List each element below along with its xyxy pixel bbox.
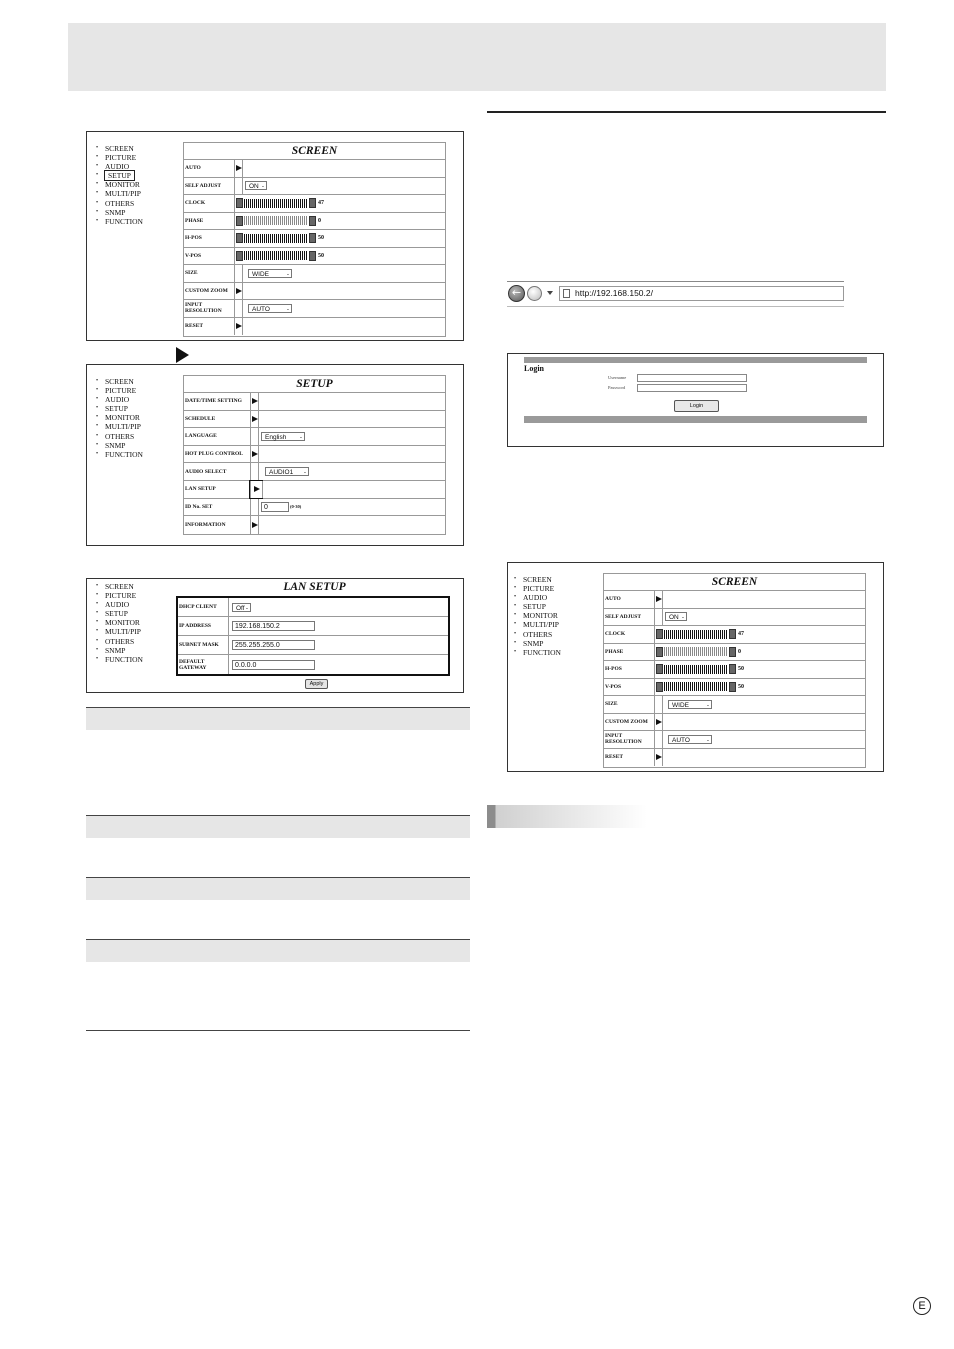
menu-item-audio[interactable]: • AUDIO [95,162,143,171]
hpos-value: 50 [318,235,324,242]
slider-track[interactable] [664,665,728,674]
left-menu [95,582,143,664]
input-resolution-label-line2: RESOLUTION [605,739,642,746]
slider-plus-icon[interactable] [309,233,316,243]
size-label: SIZE [185,270,198,277]
page-icon [563,289,570,298]
step-arrow-icon [176,347,189,363]
size-label: SIZE [605,701,618,708]
slider-track[interactable] [244,216,308,225]
auto-label: AUTO [185,165,201,172]
custom-zoom-label: CUSTOM ZOOM [605,718,648,725]
menu-item-multipip[interactable]: • MULTI/PIP [95,189,143,198]
login-button[interactable]: Login [674,400,719,412]
screen-after-login-screenshot [507,562,884,772]
phase-value: 0 [738,648,741,655]
id-no-set-label: ID No. SET [185,503,213,510]
self-adjust-label: SELF ADJUST [185,182,222,189]
clock-label: CLOCK [605,631,626,638]
phase-slider[interactable] [236,216,321,226]
id-range-hint: (0-30) [290,504,302,510]
panel-title: SCREEN [604,574,865,591]
menu-item-picture[interactable]: • PICTURE [95,386,143,395]
vpos-value: 50 [738,683,744,690]
slider-plus-icon[interactable] [309,216,316,226]
slider-track[interactable] [244,234,308,243]
size-select[interactable]: WIDE - [668,700,712,709]
vpos-slider[interactable] [236,251,324,261]
date-time-arrow-icon[interactable] [252,398,258,404]
menu-item-picture[interactable]: • PICTURE [513,584,561,593]
left-menu [95,377,143,459]
menu-item-function[interactable]: • FUNCTION [95,217,143,226]
history-dropdown-icon[interactable] [547,291,553,295]
slider-minus-icon[interactable] [656,664,663,674]
hpos-slider[interactable] [656,664,744,674]
custom-zoom-arrow-icon[interactable] [236,288,242,294]
hpos-value: 50 [738,666,744,673]
clock-slider[interactable] [656,629,744,639]
phase-value: 0 [318,217,321,224]
input-resolution-label [604,733,654,745]
slider-plus-icon[interactable] [729,629,736,639]
date-time-label: DATE/TIME SETTING [185,398,242,405]
menu-item-multipip[interactable]: • MULTI/PIP [95,627,143,636]
menu-item-setup[interactable] [95,171,143,180]
information-label: INFORMATION [185,521,226,528]
clock-label: CLOCK [185,200,206,207]
hot-plug-arrow-icon[interactable] [252,451,258,457]
dhcp-label: DHCP CLIENT [179,604,217,610]
menu-item-picture[interactable]: • PICTURE [95,591,143,600]
header-band [68,23,886,91]
slider-plus-icon[interactable] [309,251,316,261]
slider-minus-icon[interactable] [236,233,243,243]
auto-label: AUTO [605,596,621,603]
login-footer-bar [524,416,867,423]
left-menu [95,144,143,226]
slider-minus-icon[interactable] [656,647,663,657]
setup-menu-screenshot [86,364,464,546]
username-input[interactable] [637,374,747,382]
section-bar [86,707,470,730]
slider-track[interactable] [664,647,728,656]
subnet-mask-input[interactable]: 255.255.255.0 [232,640,315,650]
left-menu [513,575,561,657]
menu-item-setup[interactable]: • SETUP [513,602,561,611]
clock-value: 47 [318,200,324,207]
menu-item-snmp[interactable]: • SNMP [95,441,143,450]
ip-address-input[interactable]: 192.168.150.2 [232,621,315,631]
menu-item-screen[interactable]: • SCREEN [95,582,143,591]
screen-menu-screenshot [86,131,464,341]
input-resolution-label-line1: INPUT [185,302,203,309]
vpos-value: 50 [318,252,324,259]
menu-item-audio[interactable]: • AUDIO [513,593,561,602]
phase-label: PHASE [185,217,204,224]
menu-item-multipip[interactable]: • MULTI/PIP [95,422,143,431]
menu-item-others[interactable]: • OTHERS [95,199,143,208]
page-letter-badge: E [913,1297,931,1315]
gateway-label-line1: DEFAULT [179,658,205,665]
menu-item-setup[interactable]: • SETUP [95,404,143,413]
menu-item-others[interactable]: • OTHERS [95,432,143,441]
slider-minus-icon[interactable] [656,682,663,692]
panel-title: SCREEN [184,143,445,160]
slider-track[interactable] [244,251,308,260]
menu-item-audio[interactable]: • AUDIO [95,395,143,404]
slider-plus-icon[interactable] [729,682,736,692]
reset-arrow-icon[interactable] [656,754,662,760]
menu-item-screen[interactable]: • SCREEN [513,575,561,584]
menu-item-screen[interactable]: • SCREEN [95,377,143,386]
menu-item-snmp[interactable]: • SNMP [513,639,561,648]
slider-minus-icon[interactable] [236,216,243,226]
size-select[interactable]: WIDE - [248,269,292,278]
menu-item-audio[interactable]: • AUDIO [95,600,143,609]
vpos-slider[interactable] [656,682,744,692]
slider-track[interactable] [664,630,728,639]
section-rule [487,111,886,113]
clock-value: 47 [738,631,744,638]
gateway-label-line2: GATEWAY [179,664,207,671]
language-label: LANGUAGE [185,433,217,440]
hpos-slider[interactable] [236,233,324,243]
self-adjust-select[interactable]: ON - [665,612,687,621]
custom-zoom-label: CUSTOM ZOOM [185,287,228,294]
password-label: Password [608,385,626,390]
apply-button[interactable]: Apply [305,679,328,689]
hot-plug-label: HOT PLUG CONTROL [185,451,243,458]
auto-arrow-icon[interactable] [236,165,242,171]
audio-select-label: AUDIO SELECT [185,468,227,475]
schedule-arrow-icon[interactable] [252,416,258,422]
default-gateway-input[interactable]: 0.0.0.0 [232,660,315,670]
id-no-input[interactable]: 0 [261,502,289,512]
slider-minus-icon[interactable] [236,251,243,261]
login-screenshot [507,353,884,447]
slider-track[interactable] [664,682,728,691]
login-header-bar [524,357,867,363]
username-label: Username [608,375,627,380]
lan-setup-button[interactable] [250,481,262,498]
audio-select[interactable]: AUDIO1 - [265,467,309,476]
subnet-mask-label: SUBNET MASK [179,642,219,648]
input-resolution-label-line1: INPUT [605,733,623,740]
input-resolution-label [184,302,234,314]
self-adjust-select[interactable]: ON - [245,181,267,190]
section-end-rule [86,1030,470,1031]
browser-toolbar [507,281,844,307]
phase-label: PHASE [605,648,624,655]
screen-panel [603,573,866,768]
menu-item-function[interactable]: • FUNCTION [95,655,143,664]
default-gateway-label [178,659,228,671]
menu-item-function[interactable]: • FUNCTION [95,450,143,459]
input-resolution-label-line2: RESOLUTION [185,308,222,315]
slider-minus-icon[interactable] [656,629,663,639]
menu-item-function[interactable]: • FUNCTION [513,648,561,657]
section-bar [86,877,470,900]
schedule-label: SCHEDULE [185,415,216,422]
menu-item-picture[interactable]: • PICTURE [95,153,143,162]
dhcp-select[interactable]: Off - [232,603,251,612]
forward-icon[interactable] [527,286,542,301]
input-resolution-select[interactable]: AUTO - [248,304,292,313]
menu-item-monitor[interactable]: • MONITOR [95,180,143,189]
panel-title: SETUP [184,376,445,393]
menu-item-others[interactable]: • OTHERS [513,630,561,639]
menu-item-snmp[interactable]: • SNMP [95,208,143,217]
self-adjust-label: SELF ADJUST [605,613,642,620]
tips-bar [487,805,647,828]
menu-item-others[interactable]: • OTHERS [95,637,143,646]
menu-item-screen[interactable]: • SCREEN [95,144,143,153]
lan-setup-label: LAN SETUP [185,486,216,493]
custom-zoom-arrow-icon[interactable] [656,719,662,725]
input-resolution-select[interactable]: AUTO - [668,735,712,744]
reset-arrow-icon[interactable] [236,323,242,329]
lan-panel [176,596,450,676]
reset-label: RESET [605,754,624,761]
section-bar [86,815,470,838]
slider-track[interactable] [244,199,308,208]
menu-item-setup-label: SETUP [105,171,134,180]
back-icon[interactable]: ← [508,285,525,302]
slider-plus-icon[interactable] [729,647,736,657]
section-bar [86,939,470,962]
hpos-label: H-POS [185,235,202,242]
menu-item-setup[interactable]: • SETUP [95,609,143,618]
ip-address-label: IP ADDRESS [179,623,211,629]
information-arrow-icon[interactable] [252,522,258,528]
auto-arrow-icon[interactable] [656,596,662,602]
menu-item-monitor[interactable]: • MONITOR [513,611,561,620]
password-input[interactable] [637,384,747,392]
menu-item-multipip[interactable]: • MULTI/PIP [513,620,561,629]
setup-panel [183,375,446,535]
clock-slider[interactable] [236,198,324,208]
screen-panel [183,142,446,337]
lan-setup-screenshot [86,578,464,693]
language-select[interactable]: English - [261,432,305,441]
lan-setup-arrow-icon [254,486,260,492]
phase-slider[interactable] [656,647,741,657]
menu-item-monitor[interactable]: • MONITOR [95,413,143,422]
slider-plus-icon[interactable] [729,664,736,674]
hpos-label: H-POS [605,666,622,673]
url-text: http://192.168.150.2/ [575,288,653,298]
address-bar[interactable] [559,286,844,301]
reset-label: RESET [185,323,204,330]
slider-plus-icon[interactable] [309,198,316,208]
vpos-label: V-POS [605,683,622,690]
vpos-label: V-POS [185,252,202,259]
lan-panel-title: LAN SETUP [283,581,346,593]
slider-minus-icon[interactable] [236,198,243,208]
menu-item-snmp[interactable]: • SNMP [95,646,143,655]
menu-item-monitor[interactable]: • MONITOR [95,618,143,627]
login-title: Login [524,364,545,373]
